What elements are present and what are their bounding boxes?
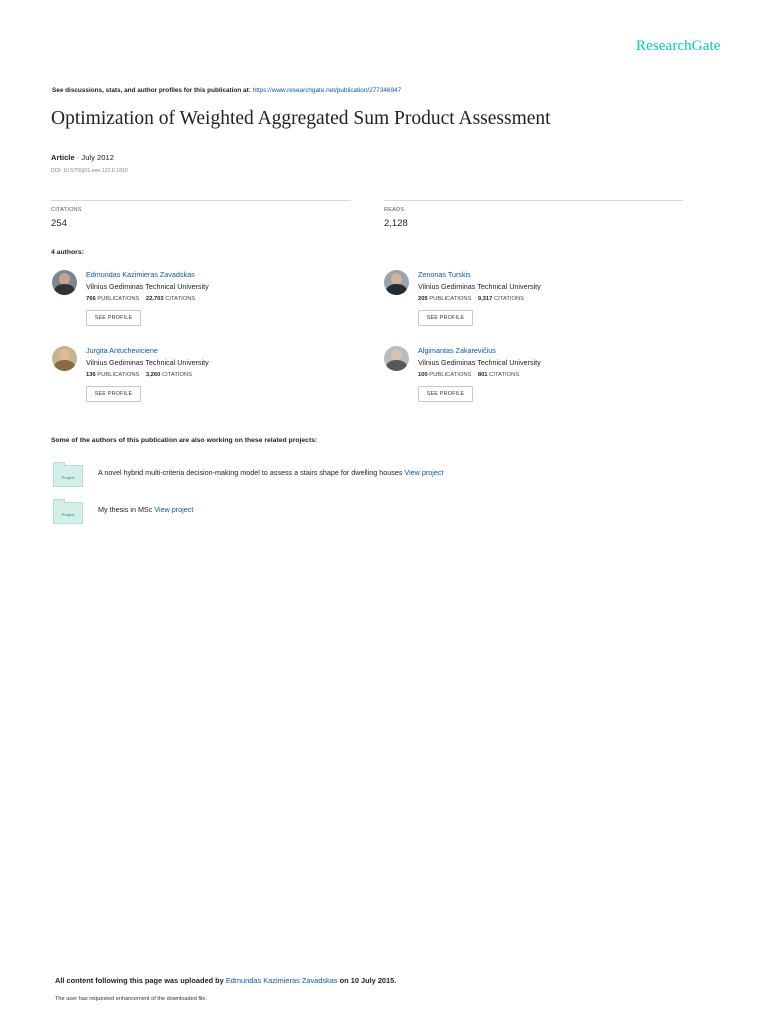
avatar[interactable] xyxy=(52,270,77,295)
publication-date: · July 2012 xyxy=(76,153,114,162)
reads-value: 2,128 xyxy=(384,218,408,229)
author-card xyxy=(52,346,352,416)
author-stats xyxy=(86,372,192,378)
author-publications-label: PUBLICATIONS xyxy=(429,296,472,302)
author-citations-label: CITATIONS xyxy=(493,296,525,302)
author-institution: Vilnius Gediminas Technical University xyxy=(86,358,209,367)
author-publications-count: 136 xyxy=(86,372,96,378)
author-institution: Vilnius Gediminas Technical University xyxy=(86,282,209,291)
author-stats xyxy=(86,296,195,302)
uploader-link[interactable]: Edmundas Kazimieras Zavadskas xyxy=(225,976,338,985)
project-item xyxy=(53,465,653,489)
project-title: My thesis in MSc xyxy=(98,505,153,514)
publication-meta xyxy=(51,153,114,162)
author-citations-count: 3,260 xyxy=(145,372,161,378)
author-publications-count: 766 xyxy=(86,296,96,302)
enhancement-notice: The user has requested enhancement of the downloaded file. xyxy=(55,996,208,1002)
project-icon-label: Project xyxy=(61,475,75,480)
avatar[interactable] xyxy=(384,346,409,371)
author-publications-count: 205 xyxy=(418,296,428,302)
author-citations-count: 801 xyxy=(477,372,488,378)
related-projects-heading: Some of the authors of this publication are also working on these related projects: xyxy=(51,437,318,444)
view-project-link[interactable]: View project xyxy=(154,505,194,514)
author-publications-count: 100 xyxy=(418,372,428,378)
author-citations-count: 9,317 xyxy=(477,296,493,302)
reads-label: READS xyxy=(384,207,405,213)
author-name-link[interactable]: Zenonas Turskis xyxy=(418,270,471,279)
see-profile-button[interactable]: SEE PROFILE xyxy=(86,310,141,326)
see-profile-button[interactable]: SEE PROFILE xyxy=(86,386,141,402)
author-publications-label: PUBLICATIONS xyxy=(429,372,472,378)
author-name-link[interactable]: Algimantas Zakarevičius xyxy=(418,346,496,355)
publication-doi[interactable]: DOI: 10.5755/j01.eee.122.6.1810 xyxy=(51,168,128,174)
project-item xyxy=(53,502,653,526)
avatar[interactable] xyxy=(52,346,77,371)
citations-value: 254 xyxy=(51,218,67,229)
see-profile-button[interactable]: SEE PROFILE xyxy=(418,386,473,402)
authors-heading: 4 authors: xyxy=(51,249,84,256)
citations-divider xyxy=(51,200,351,201)
author-publications-label: PUBLICATIONS xyxy=(97,296,140,302)
author-institution: Vilnius Gediminas Technical University xyxy=(418,358,541,367)
see-discussions-text: See discussions, stats, and author profiles for this publication at: xyxy=(52,87,251,94)
reads-divider xyxy=(384,200,683,201)
author-publications-label: PUBLICATIONS xyxy=(97,372,140,378)
author-citations-label: CITATIONS xyxy=(489,372,520,378)
author-citations-label: CITATIONS xyxy=(165,296,196,302)
project-icon-label: Project xyxy=(61,512,75,517)
avatar[interactable] xyxy=(384,270,409,295)
author-stats xyxy=(418,296,524,302)
citations-label: CITATIONS xyxy=(51,207,82,213)
project-folder-icon xyxy=(53,465,83,487)
researchgate-logo[interactable]: ResearchGate xyxy=(636,38,721,54)
author-stats xyxy=(418,372,519,378)
see-profile-button[interactable]: SEE PROFILE xyxy=(418,310,473,326)
publication-url-link[interactable]: https://www.researchgate.net/publication/277346947 xyxy=(252,87,402,94)
project-text xyxy=(98,505,193,514)
publication-title: Optimization of Weighted Aggregated Sum Product Assessment xyxy=(51,108,551,129)
project-title: A novel hybrid multi-criteria decision-making model to assess a stairs shape for dwelling houses xyxy=(98,468,403,477)
publication-type: Article xyxy=(51,153,75,162)
author-citations-count: 22,703 xyxy=(145,296,164,302)
view-project-link[interactable]: View project xyxy=(404,468,444,477)
upload-suffix: on 10 July 2015. xyxy=(339,976,397,985)
see-discussions-line xyxy=(52,87,401,94)
author-citations-label: CITATIONS xyxy=(161,372,193,378)
project-text xyxy=(98,468,443,477)
author-name-link[interactable]: Edmundas Kazimieras Zavadskas xyxy=(86,270,195,279)
author-name-link[interactable]: Jurgita Antucheviciene xyxy=(86,346,158,355)
author-card xyxy=(384,270,684,340)
upload-notice xyxy=(55,976,396,985)
author-card xyxy=(52,270,352,340)
author-institution: Vilnius Gediminas Technical University xyxy=(418,282,541,291)
author-card xyxy=(384,346,684,416)
upload-prefix: All content following this page was uploaded by xyxy=(55,976,224,985)
project-folder-icon xyxy=(53,502,83,524)
